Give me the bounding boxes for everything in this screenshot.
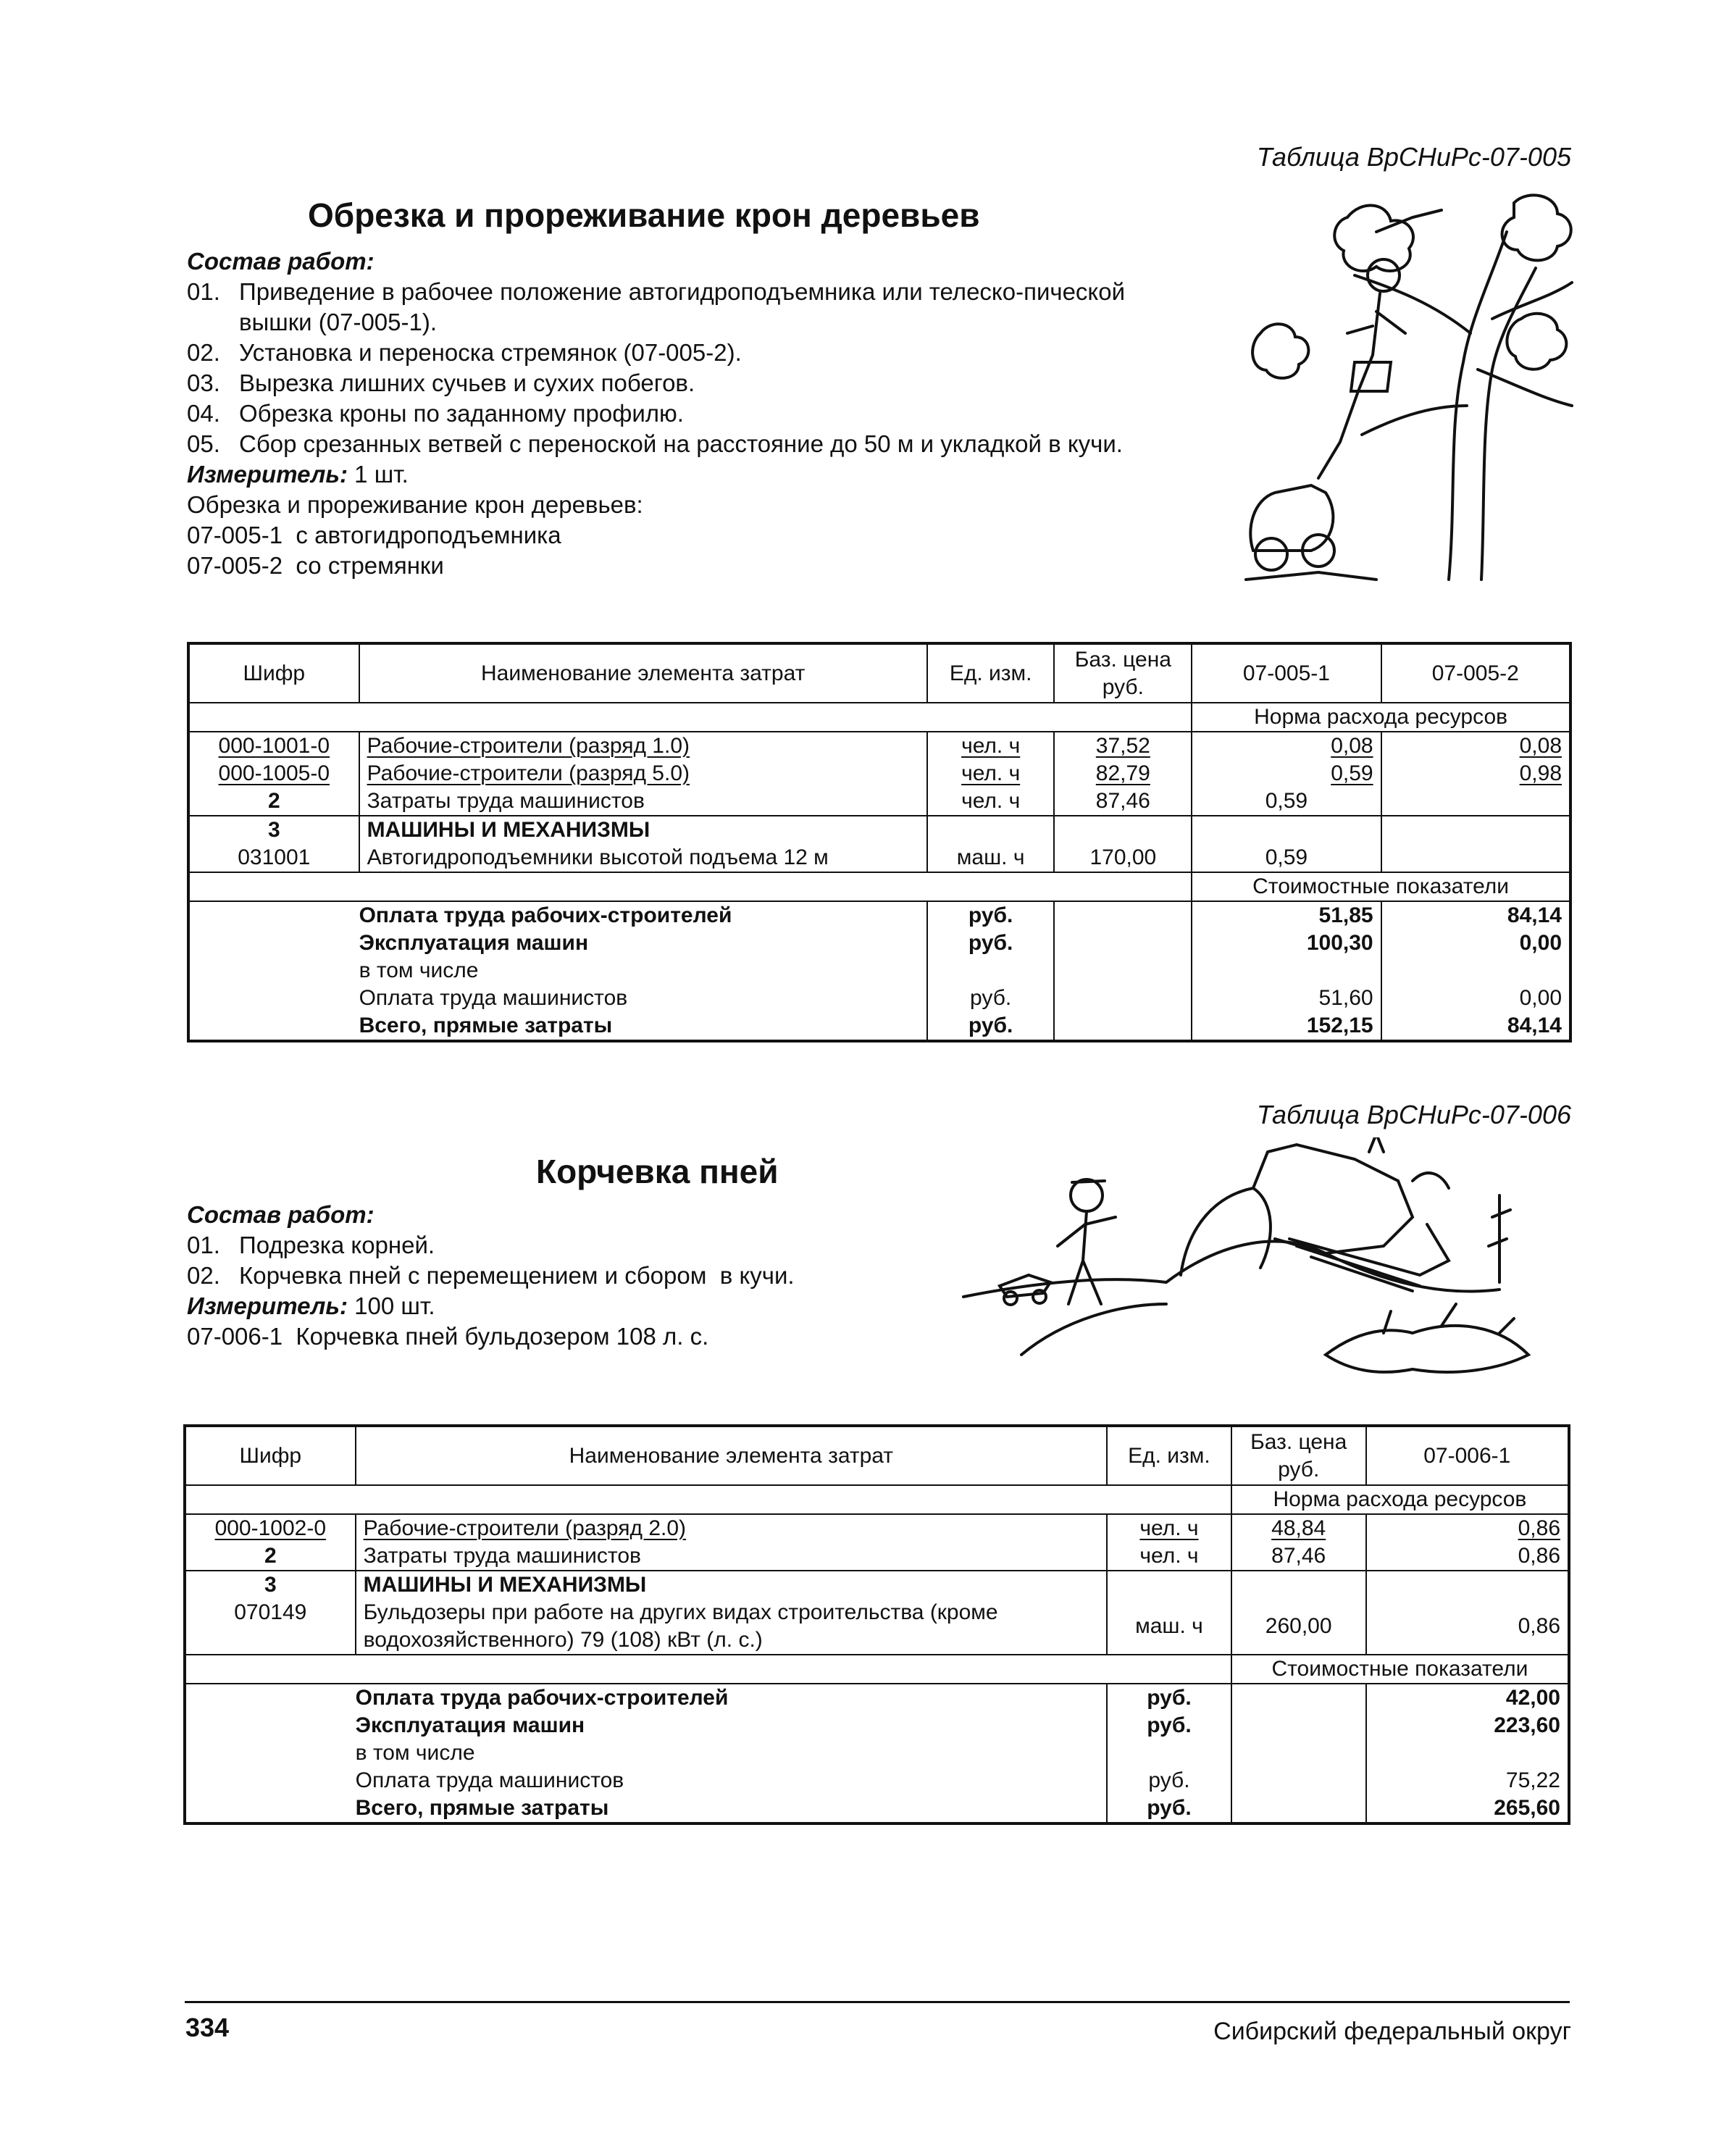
column-header: Баз. цена руб. (1054, 643, 1192, 703)
table-row: 031001 Автогидроподъемники высотой подъема 12 м маш. ч 170,00 0,59 (188, 844, 1570, 872)
section-title: Корчевка пней (536, 1153, 779, 1190)
table-row: 070149 Бульдозеры при работе на других видах строительства (кроме водохозяйственного) 79 (108) кВт (л. с.) маш. ч 260,00 0,86 (185, 1599, 1569, 1655)
table-row: 000-1005-0 Рабочие-строители (разряд 5.0) чел. ч 82,79 0,59 0,98 (188, 760, 1570, 787)
text-line: 07-005-2 со стремянки (187, 552, 444, 579)
measure-line: Измеритель: 100 шт. (187, 1292, 435, 1319)
section-title: Обрезка и прореживание крон деревьев (308, 196, 980, 234)
column-header: 07-006-1 (1366, 1426, 1569, 1485)
column-header: Шифр (188, 643, 359, 703)
column-header: Наименование элемента затрат (356, 1426, 1107, 1485)
text-line: 07-005-1 с автогидроподъемника (187, 522, 561, 548)
section-label: Стоимостные показатели (1192, 872, 1570, 901)
cost-row: Всего, прямые затраты руб. 265,60 (185, 1794, 1569, 1823)
table-header-row (185, 1426, 1569, 1485)
measure-line: Измеритель: 1 шт. (187, 461, 409, 488)
section-label: Норма расхода ресурсов (1192, 703, 1570, 732)
cost-row: в том числе (188, 957, 1570, 985)
table-row: 2 Затраты труда машинистов чел. ч 87,46 0,59 (188, 787, 1570, 816)
cost-row: Всего, прямые затраты руб. 152,15 84,14 (188, 1012, 1570, 1041)
column-header: 07-005-2 (1381, 643, 1570, 703)
page-number: 334 (185, 2013, 230, 2042)
stump-removal-illustration (949, 1137, 1586, 1398)
table-caption: Таблица ВрСНиРс-07-005 (1256, 142, 1571, 172)
footer-region: Сибирский федеральный округ (1213, 2018, 1571, 2045)
column-header: 07-005-1 (1192, 643, 1381, 703)
cost-row: Оплата труда машинистов руб. 75,22 (185, 1767, 1569, 1794)
cost-row: Оплата труда рабочих-строителей руб. 51,85 84,14 (188, 901, 1570, 929)
list-item: 01. Приведение в рабочее положение автогидроподъемника или телеско-пической вышки (07-005-1). (187, 278, 1126, 335)
cost-row: Оплата труда машинистов руб. 51,60 0,00 (188, 985, 1570, 1012)
cost-table (187, 642, 1572, 1043)
table-row: 000-1002-0 Рабочие-строители (разряд 2.0) чел. ч 48,84 0,86 (185, 1514, 1569, 1542)
column-header: Ед. изм. (1107, 1426, 1231, 1485)
section-row (185, 1485, 1569, 1514)
work-list (187, 277, 1158, 459)
list-item: 02. Установка и переноска стремянок (07-005-2). (187, 339, 742, 366)
footer-divider (185, 2001, 1570, 2003)
column-header: Баз. цена руб. (1231, 1426, 1366, 1485)
section-label: Стоимостные показатели (1231, 1655, 1569, 1684)
table-row: 3 МАШИНЫ И МЕХАНИЗМЫ (188, 816, 1570, 844)
list-item: 01. Подрезка корней. (187, 1232, 435, 1258)
list-item: 04. Обрезка кроны по заданному профилю. (187, 400, 684, 427)
text-line: Обрезка и прореживание крон деревьев: (187, 491, 643, 518)
section-row (188, 872, 1570, 901)
column-header: Наименование элемента затрат (359, 643, 927, 703)
section-row (188, 703, 1570, 732)
cost-row: Эксплуатация машин руб. 223,60 (185, 1712, 1569, 1739)
tree-pruning-illustration (1231, 188, 1579, 594)
table-row: 2 Затраты труда машинистов чел. ч 87,46 0,86 (185, 1542, 1569, 1571)
table-row: 000-1001-0 Рабочие-строители (разряд 1.0) чел. ч 37,52 0,08 0,08 (188, 732, 1570, 760)
section-label: Норма расхода ресурсов (1231, 1485, 1569, 1514)
work-label: Состав работ: (187, 1201, 375, 1228)
list-item: 03. Вырезка лишних сучьев и сухих побегов. (187, 369, 695, 396)
section-row (185, 1655, 1569, 1684)
work-label: Состав работ: (187, 248, 375, 275)
table-caption: Таблица ВрСНиРс-07-006 (1256, 1100, 1571, 1129)
list-item: 02. Корчевка пней с перемещением и сбором в кучи. (187, 1262, 795, 1289)
table-header-row (188, 643, 1570, 703)
column-header: Шифр (185, 1426, 356, 1485)
table-row: 3 МАШИНЫ И МЕХАНИЗМЫ (185, 1571, 1569, 1599)
column-header: Ед. изм. (927, 643, 1055, 703)
cost-table (183, 1424, 1570, 1825)
work-description (187, 246, 1158, 581)
work-list (187, 1230, 984, 1291)
text-line: 07-006-1 Корчевка пней бульдозером 108 л. с. (187, 1323, 709, 1350)
cost-row: в том числе (185, 1739, 1569, 1767)
cost-row: Оплата труда рабочих-строителей руб. 42,00 (185, 1684, 1569, 1712)
list-item: 05. Сбор срезанных ветвей с переноской на расстояние до 50 м и укладкой в кучи. (187, 430, 1123, 457)
cost-row: Эксплуатация машин руб. 100,30 0,00 (188, 929, 1570, 957)
work-description (187, 1200, 984, 1352)
